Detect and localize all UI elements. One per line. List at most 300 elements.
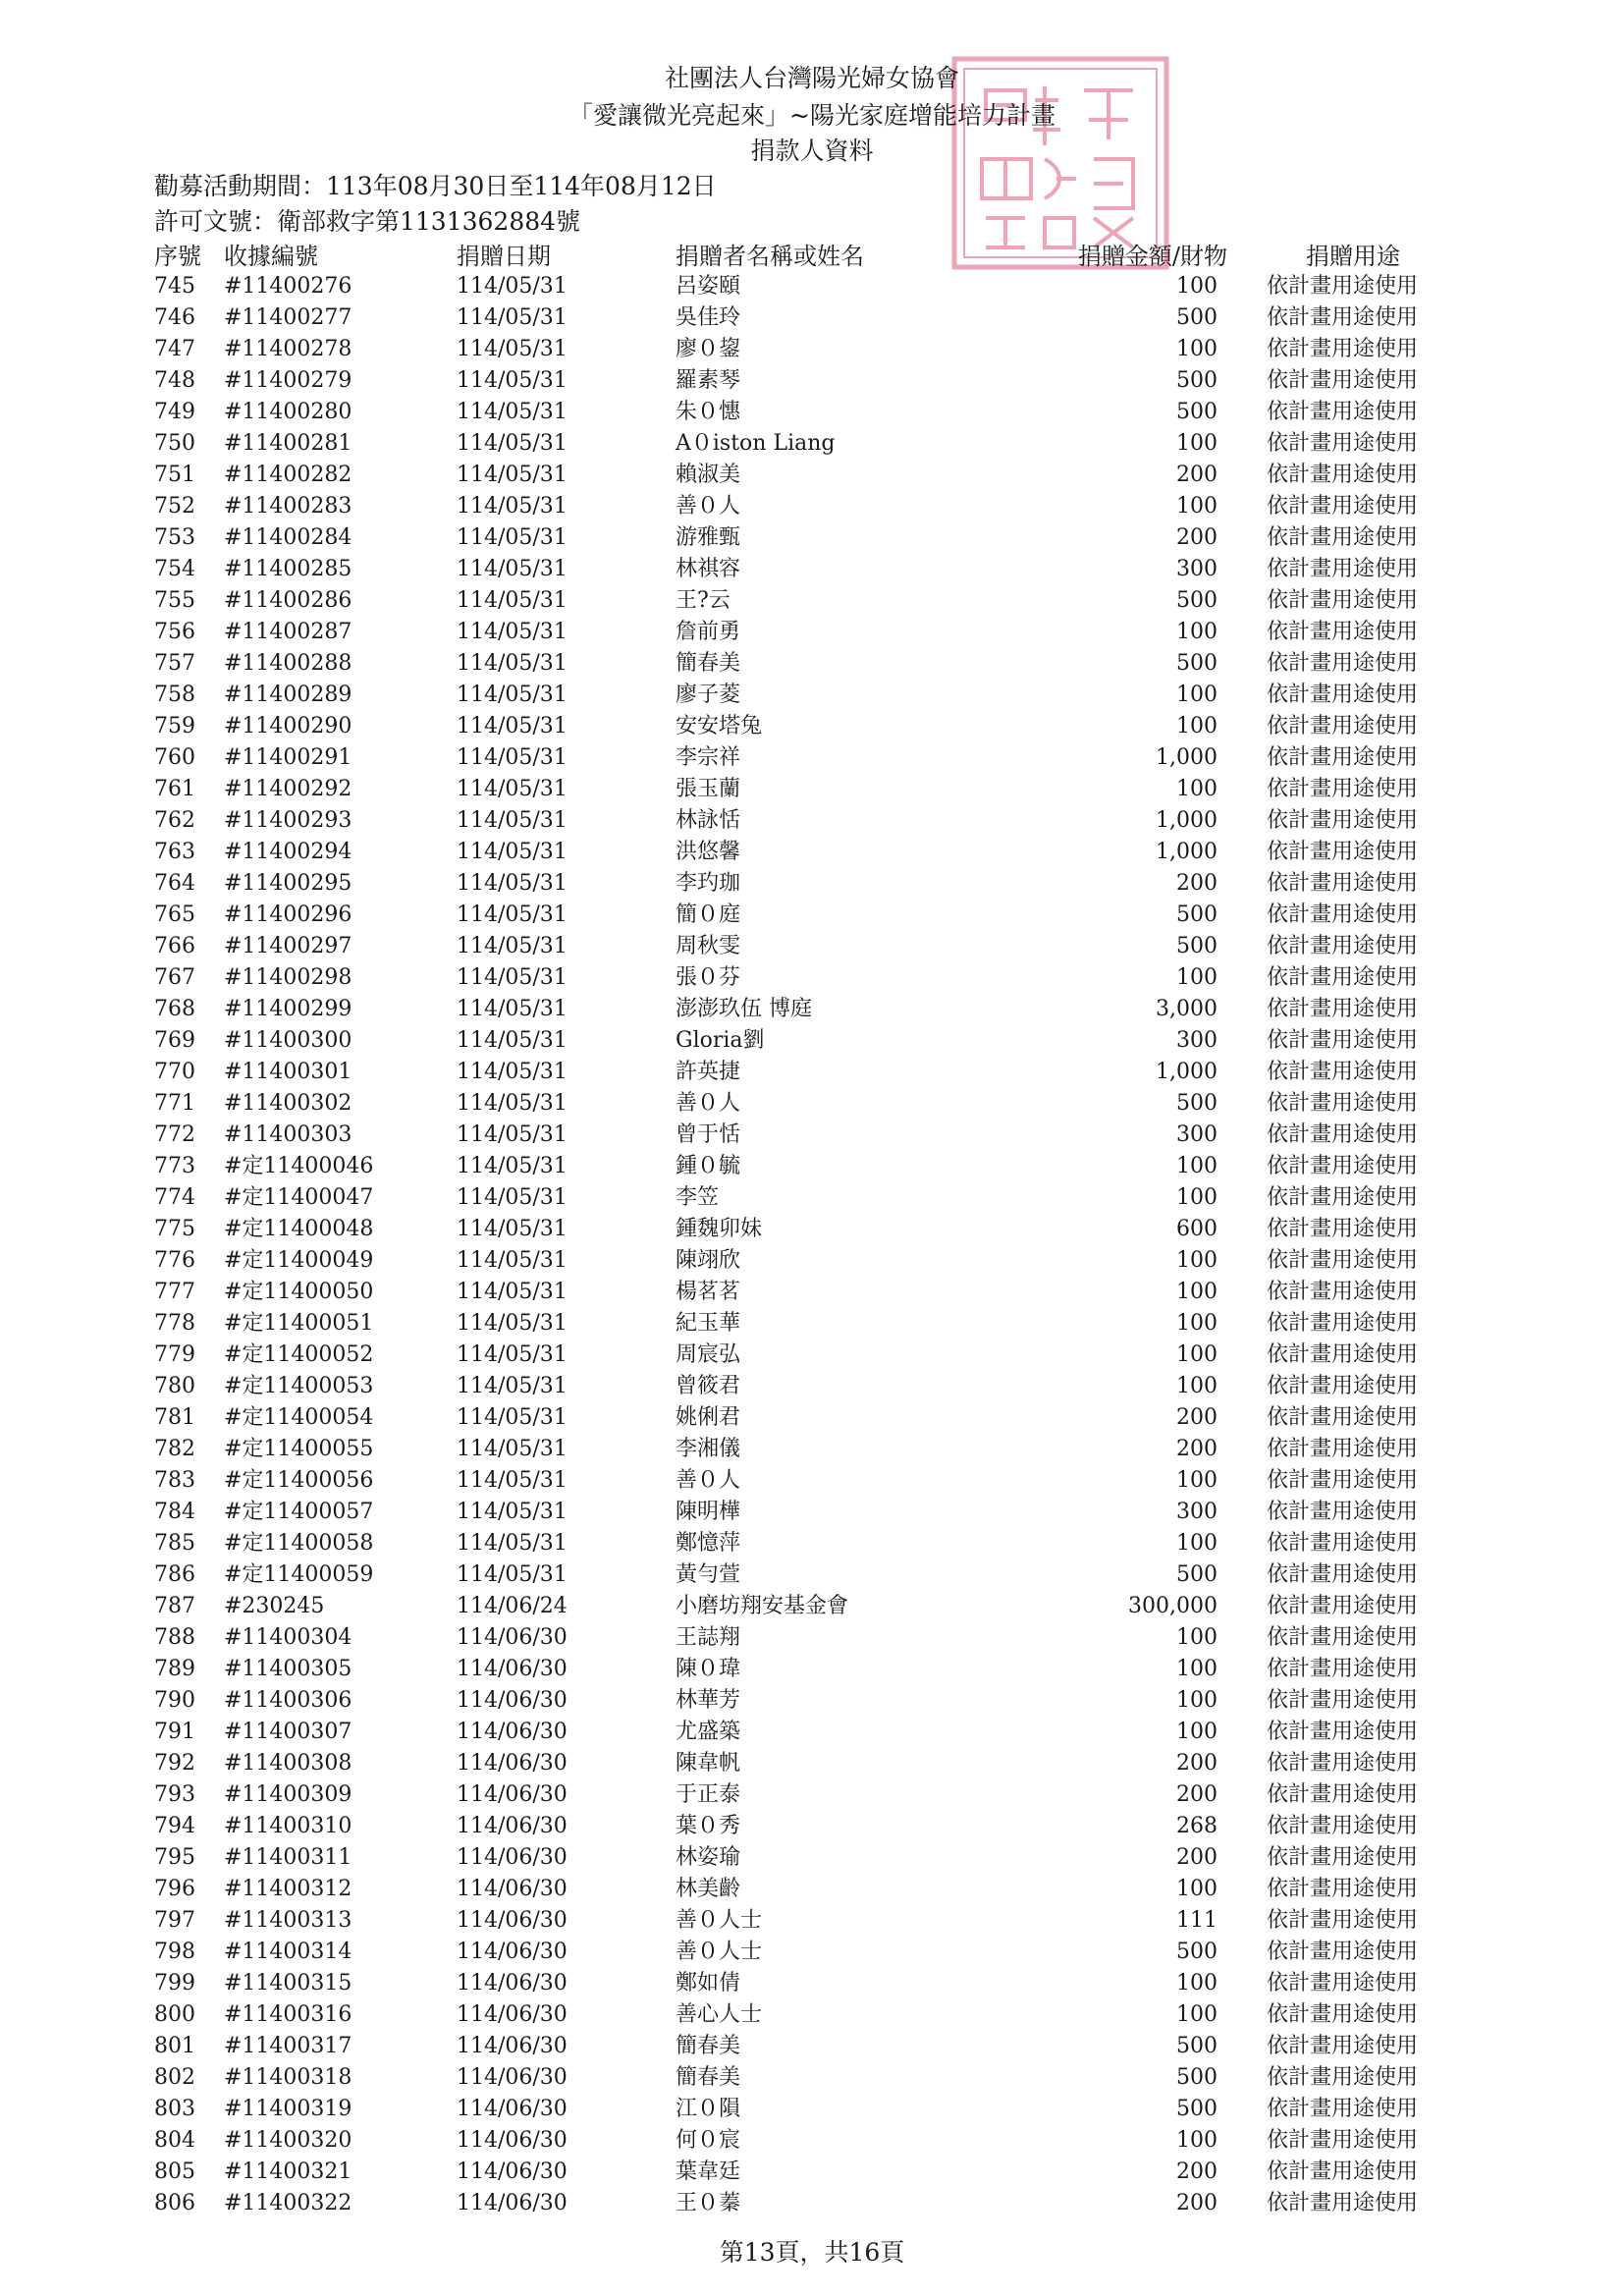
row-donor-name: 洪悠馨 — [676, 840, 741, 864]
row-receipt-no: #11400279 — [224, 368, 352, 393]
row-purpose: 依計畫用途使用 — [1267, 1060, 1419, 1084]
row-amount: 500 — [1176, 305, 1218, 330]
row-receipt-no: #定11400048 — [224, 1217, 374, 1241]
row-donor-name: 鍾魏卯妹 — [676, 1217, 763, 1241]
row-donor-name: 安安塔兔 — [676, 714, 763, 738]
row-date: 114/05/31 — [457, 1311, 568, 1336]
row-donor-name: 詹前勇 — [676, 620, 741, 644]
row-donor-name: 簡０庭 — [676, 902, 741, 927]
row-seq: 775 — [154, 1217, 195, 1241]
row-seq: 767 — [154, 965, 195, 990]
row-purpose: 依計畫用途使用 — [1267, 2065, 1419, 2090]
row-donor-name: 王０蓁 — [676, 2191, 741, 2215]
row-receipt-no: #11400321 — [224, 2159, 352, 2184]
row-receipt-no: #11400283 — [224, 494, 352, 519]
row-receipt-no: #定11400058 — [224, 1531, 374, 1556]
row-amount: 500 — [1176, 400, 1218, 424]
row-amount: 200 — [1176, 2159, 1218, 2184]
row-receipt-no: #定11400049 — [224, 1248, 374, 1273]
row-receipt-no: #11400292 — [224, 777, 352, 801]
row-date: 114/05/31 — [457, 274, 568, 299]
row-donor-name: 姚俐君 — [676, 1405, 741, 1430]
row-amount: 500 — [1176, 2065, 1218, 2090]
row-receipt-no: #定11400054 — [224, 1405, 374, 1430]
row-date: 114/05/31 — [457, 965, 568, 990]
column-header-receipt-no: 收據編號 — [224, 243, 318, 270]
row-date: 114/06/30 — [457, 1720, 568, 1744]
row-donor-name: A０iston Liang — [676, 431, 836, 456]
row-purpose: 依計畫用途使用 — [1267, 1217, 1419, 1241]
row-date: 114/06/30 — [457, 1751, 568, 1776]
row-donor-name: 善心人士 — [676, 2002, 763, 2027]
row-amount: 500 — [1176, 1940, 1218, 1964]
row-amount: 200 — [1176, 1405, 1218, 1430]
row-amount: 200 — [1176, 463, 1218, 487]
row-donor-name: 林姿瑜 — [676, 1845, 741, 1870]
row-purpose: 依計畫用途使用 — [1267, 1405, 1419, 1430]
row-receipt-no: #11400312 — [224, 1877, 352, 1901]
row-purpose: 依計畫用途使用 — [1267, 651, 1419, 676]
row-seq: 794 — [154, 1814, 195, 1838]
row-amount: 100 — [1176, 965, 1218, 990]
row-purpose: 依計畫用途使用 — [1267, 2159, 1419, 2184]
row-seq: 799 — [154, 1971, 195, 1995]
row-seq: 791 — [154, 1720, 195, 1744]
row-receipt-no: #11400294 — [224, 840, 352, 864]
row-amount: 300 — [1176, 1122, 1218, 1147]
row-seq: 784 — [154, 1500, 195, 1524]
row-seq: 760 — [154, 745, 195, 770]
row-date: 114/05/31 — [457, 934, 568, 958]
row-purpose: 依計畫用途使用 — [1267, 1374, 1419, 1398]
row-purpose: 依計畫用途使用 — [1267, 1342, 1419, 1367]
row-donor-name: 黃勻萱 — [676, 1562, 741, 1587]
row-purpose: 依計畫用途使用 — [1267, 620, 1419, 644]
row-purpose: 依計畫用途使用 — [1267, 1311, 1419, 1336]
row-amount: 200 — [1176, 1437, 1218, 1461]
row-seq: 782 — [154, 1437, 195, 1461]
row-donor-name: 賴淑美 — [676, 463, 741, 487]
row-seq: 788 — [154, 1625, 195, 1650]
row-donor-name: 林詠恬 — [676, 808, 741, 833]
row-date: 114/05/31 — [457, 1091, 568, 1116]
row-receipt-no: #定11400052 — [224, 1342, 374, 1367]
row-receipt-no: #11400315 — [224, 1971, 352, 1995]
row-seq: 769 — [154, 1028, 195, 1053]
row-purpose: 依計畫用途使用 — [1267, 2097, 1419, 2121]
row-seq: 783 — [154, 1468, 195, 1493]
row-purpose: 依計畫用途使用 — [1267, 588, 1419, 613]
row-receipt-no: #11400287 — [224, 620, 352, 644]
campaign-period: 勸募活動期間：113年08月30日至114年08月12日 — [154, 172, 717, 200]
row-amount: 200 — [1176, 1782, 1218, 1807]
row-receipt-no: #11400298 — [224, 965, 352, 990]
row-seq: 801 — [154, 2034, 195, 2058]
row-purpose: 依計畫用途使用 — [1267, 1280, 1419, 1304]
row-purpose: 依計畫用途使用 — [1267, 1625, 1419, 1650]
row-donor-name: 廖子菱 — [676, 683, 741, 707]
row-seq: 789 — [154, 1657, 195, 1681]
row-donor-name: 簡春美 — [676, 2065, 741, 2090]
row-seq: 779 — [154, 1342, 195, 1367]
row-purpose: 依計畫用途使用 — [1267, 1971, 1419, 1995]
row-amount: 200 — [1176, 1751, 1218, 1776]
row-seq: 787 — [154, 1594, 195, 1618]
row-donor-name: 于正泰 — [676, 1782, 741, 1807]
row-seq: 763 — [154, 840, 195, 864]
row-receipt-no: #11400286 — [224, 588, 352, 613]
row-seq: 770 — [154, 1060, 195, 1084]
row-purpose: 依計畫用途使用 — [1267, 557, 1419, 581]
row-amount: 268 — [1176, 1814, 1218, 1838]
row-donor-name: 曾筱君 — [676, 1374, 741, 1398]
row-date: 114/06/30 — [457, 1877, 568, 1901]
row-amount: 100 — [1176, 1342, 1218, 1367]
row-receipt-no: #11400281 — [224, 431, 352, 456]
row-donor-name: 林華芳 — [676, 1688, 741, 1713]
row-donor-name: 張玉蘭 — [676, 777, 741, 801]
row-purpose: 依計畫用途使用 — [1267, 431, 1419, 456]
row-seq: 792 — [154, 1751, 195, 1776]
row-receipt-no: #11400290 — [224, 714, 352, 738]
row-donor-name: 善０人 — [676, 1468, 741, 1493]
row-purpose: 依計畫用途使用 — [1267, 871, 1419, 896]
row-purpose: 依計畫用途使用 — [1267, 525, 1419, 550]
row-date: 114/05/31 — [457, 1437, 568, 1461]
row-receipt-no: #11400277 — [224, 305, 352, 330]
row-receipt-no: #11400322 — [224, 2191, 352, 2215]
row-receipt-no: #11400316 — [224, 2002, 352, 2027]
row-date: 114/05/31 — [457, 1028, 568, 1053]
row-seq: 757 — [154, 651, 195, 676]
column-header-date: 捐贈日期 — [457, 243, 551, 270]
row-seq: 766 — [154, 934, 195, 958]
row-purpose: 依計畫用途使用 — [1267, 305, 1419, 330]
row-purpose: 依計畫用途使用 — [1267, 745, 1419, 770]
row-date: 114/05/31 — [457, 525, 568, 550]
column-header-seq: 序號 — [154, 243, 201, 270]
row-amount: 200 — [1176, 2191, 1218, 2215]
row-donor-name: 陳韋帆 — [676, 1751, 741, 1776]
row-donor-name: 何０宸 — [676, 2128, 741, 2153]
row-date: 114/06/30 — [457, 2065, 568, 2090]
row-date: 114/05/31 — [457, 997, 568, 1021]
row-receipt-no: #11400314 — [224, 1940, 352, 1964]
row-date: 114/06/30 — [457, 1845, 568, 1870]
row-date: 114/05/31 — [457, 1468, 568, 1493]
row-date: 114/05/31 — [457, 683, 568, 707]
row-seq: 758 — [154, 683, 195, 707]
row-seq: 785 — [154, 1531, 195, 1556]
row-purpose: 依計畫用途使用 — [1267, 2128, 1419, 2153]
row-donor-name: 善０人 — [676, 494, 741, 519]
row-purpose: 依計畫用途使用 — [1267, 1248, 1419, 1273]
row-seq: 746 — [154, 305, 195, 330]
row-donor-name: 張０芬 — [676, 965, 741, 990]
row-amount: 100 — [1176, 431, 1218, 456]
row-seq: 796 — [154, 1877, 195, 1901]
row-receipt-no: #11400296 — [224, 902, 352, 927]
row-amount: 300 — [1176, 1500, 1218, 1524]
row-date: 114/06/24 — [457, 1594, 568, 1618]
row-date: 114/05/31 — [457, 400, 568, 424]
row-purpose: 依計畫用途使用 — [1267, 2034, 1419, 2058]
row-seq: 772 — [154, 1122, 195, 1147]
row-seq: 790 — [154, 1688, 195, 1713]
row-purpose: 依計畫用途使用 — [1267, 1091, 1419, 1116]
row-date: 114/05/31 — [457, 1122, 568, 1147]
row-donor-name: 陳明樺 — [676, 1500, 741, 1524]
row-seq: 761 — [154, 777, 195, 801]
row-seq: 773 — [154, 1154, 195, 1178]
row-amount: 1,000 — [1156, 808, 1218, 833]
row-purpose: 依計畫用途使用 — [1267, 1940, 1419, 1964]
row-seq: 754 — [154, 557, 195, 581]
row-amount: 300,000 — [1128, 1594, 1218, 1618]
row-date: 114/06/30 — [457, 2097, 568, 2121]
row-amount: 600 — [1176, 1217, 1218, 1241]
row-purpose: 依計畫用途使用 — [1267, 997, 1419, 1021]
row-donor-name: 曾于恬 — [676, 1122, 741, 1147]
row-amount: 111 — [1176, 1908, 1218, 1933]
row-receipt-no: #230245 — [224, 1594, 325, 1618]
row-purpose: 依計畫用途使用 — [1267, 840, 1419, 864]
row-donor-name: 善０人士 — [676, 1908, 763, 1933]
row-purpose: 依計畫用途使用 — [1267, 1437, 1419, 1461]
row-date: 114/05/31 — [457, 1531, 568, 1556]
row-seq: 762 — [154, 808, 195, 833]
row-donor-name: 澎澎玖伍 博庭 — [676, 997, 812, 1021]
row-purpose: 依計畫用途使用 — [1267, 1468, 1419, 1493]
row-receipt-no: #11400310 — [224, 1814, 352, 1838]
row-date: 114/05/31 — [457, 337, 568, 361]
row-receipt-no: #11400301 — [224, 1060, 352, 1084]
row-receipt-no: #11400313 — [224, 1908, 352, 1933]
row-donor-name: 林祺容 — [676, 557, 741, 581]
row-donor-name: 紀玉華 — [676, 1311, 741, 1336]
row-receipt-no: #定11400055 — [224, 1437, 374, 1461]
row-donor-name: 鄭憶萍 — [676, 1531, 741, 1556]
row-purpose: 依計畫用途使用 — [1267, 1720, 1419, 1744]
row-donor-name: 朱０憓 — [676, 400, 741, 424]
row-purpose: 依計畫用途使用 — [1267, 463, 1419, 487]
row-donor-name: 周宸弘 — [676, 1342, 741, 1367]
row-purpose: 依計畫用途使用 — [1267, 1500, 1419, 1524]
row-receipt-no: #11400297 — [224, 934, 352, 958]
row-seq: 781 — [154, 1405, 195, 1430]
row-seq: 747 — [154, 337, 195, 361]
row-donor-name: 善０人士 — [676, 1940, 763, 1964]
row-amount: 500 — [1176, 2097, 1218, 2121]
row-purpose: 依計畫用途使用 — [1267, 1814, 1419, 1838]
row-amount: 100 — [1176, 1248, 1218, 1273]
row-purpose: 依計畫用途使用 — [1267, 1782, 1419, 1807]
row-date: 114/05/31 — [457, 808, 568, 833]
row-amount: 300 — [1176, 557, 1218, 581]
row-date: 114/05/31 — [457, 1562, 568, 1587]
row-donor-name: 楊茗茗 — [676, 1280, 741, 1304]
row-purpose: 依計畫用途使用 — [1267, 274, 1419, 299]
row-receipt-no: #11400319 — [224, 2097, 352, 2121]
row-purpose: 依計畫用途使用 — [1267, 1657, 1419, 1681]
row-seq: 774 — [154, 1185, 195, 1210]
row-donor-name: 李宗祥 — [676, 745, 741, 770]
row-donor-name: 善０人 — [676, 1091, 741, 1116]
row-donor-name: 羅素琴 — [676, 368, 741, 393]
row-purpose: 依計畫用途使用 — [1267, 337, 1419, 361]
row-purpose: 依計畫用途使用 — [1267, 1751, 1419, 1776]
row-amount: 100 — [1176, 1531, 1218, 1556]
page-number: 第13頁，共16頁 — [719, 2238, 905, 2267]
row-purpose: 依計畫用途使用 — [1267, 777, 1419, 801]
row-amount: 100 — [1176, 2128, 1218, 2153]
row-seq: 765 — [154, 902, 195, 927]
row-receipt-no: #11400276 — [224, 274, 352, 299]
row-purpose: 依計畫用途使用 — [1267, 808, 1419, 833]
row-purpose: 依計畫用途使用 — [1267, 2191, 1419, 2215]
row-seq: 804 — [154, 2128, 195, 2153]
permit-number: 許可文號：衛部救字第1131362884號 — [154, 207, 581, 236]
row-seq: 752 — [154, 494, 195, 519]
row-receipt-no: #定11400053 — [224, 1374, 374, 1398]
row-receipt-no: #11400304 — [224, 1625, 352, 1650]
row-seq: 778 — [154, 1311, 195, 1336]
row-receipt-no: #11400293 — [224, 808, 352, 833]
row-amount: 100 — [1176, 2002, 1218, 2027]
row-date: 114/05/31 — [457, 871, 568, 896]
row-amount: 100 — [1176, 1185, 1218, 1210]
row-receipt-no: #11400295 — [224, 871, 352, 896]
row-date: 114/06/30 — [457, 2002, 568, 2027]
row-date: 114/05/31 — [457, 1185, 568, 1210]
row-receipt-no: #11400302 — [224, 1091, 352, 1116]
row-amount: 100 — [1176, 1280, 1218, 1304]
row-seq: 756 — [154, 620, 195, 644]
row-receipt-no: #11400306 — [224, 1688, 352, 1713]
row-amount: 1,000 — [1156, 1060, 1218, 1084]
row-seq: 797 — [154, 1908, 195, 1933]
row-amount: 100 — [1176, 620, 1218, 644]
row-date: 114/06/30 — [457, 1908, 568, 1933]
row-amount: 100 — [1176, 1468, 1218, 1493]
row-donor-name: 王?云 — [676, 588, 731, 613]
row-receipt-no: #定11400051 — [224, 1311, 374, 1336]
row-date: 114/06/30 — [457, 2191, 568, 2215]
row-amount: 300 — [1176, 1028, 1218, 1053]
row-receipt-no: #11400303 — [224, 1122, 352, 1147]
row-seq: 786 — [154, 1562, 195, 1587]
row-receipt-no: #11400300 — [224, 1028, 352, 1053]
row-donor-name: 李湘儀 — [676, 1437, 741, 1461]
row-donor-name: 游雅甄 — [676, 525, 741, 550]
row-receipt-no: #11400305 — [224, 1657, 352, 1681]
row-date: 114/06/30 — [457, 1940, 568, 1964]
row-seq: 755 — [154, 588, 195, 613]
row-date: 114/05/31 — [457, 1280, 568, 1304]
row-date: 114/05/31 — [457, 1217, 568, 1241]
row-purpose: 依計畫用途使用 — [1267, 1594, 1419, 1618]
row-amount: 500 — [1176, 588, 1218, 613]
row-donor-name: 鄭如倩 — [676, 1971, 741, 1995]
row-receipt-no: #11400291 — [224, 745, 352, 770]
row-seq: 803 — [154, 2097, 195, 2121]
row-date: 114/06/30 — [457, 1782, 568, 1807]
row-purpose: 依計畫用途使用 — [1267, 1154, 1419, 1178]
row-purpose: 依計畫用途使用 — [1267, 1877, 1419, 1901]
row-date: 114/05/31 — [457, 620, 568, 644]
row-purpose: 依計畫用途使用 — [1267, 902, 1419, 927]
project-name: 「愛讓微光亮起來」~陽光家庭增能培力計畫 — [568, 101, 1056, 130]
row-donor-name: 葉韋廷 — [676, 2159, 741, 2184]
row-purpose: 依計畫用途使用 — [1267, 494, 1419, 519]
row-seq: 764 — [154, 871, 195, 896]
row-receipt-no: #11400309 — [224, 1782, 352, 1807]
row-amount: 100 — [1176, 1657, 1218, 1681]
row-seq: 793 — [154, 1782, 195, 1807]
row-purpose: 依計畫用途使用 — [1267, 368, 1419, 393]
row-date: 114/06/30 — [457, 2159, 568, 2184]
row-date: 114/05/31 — [457, 745, 568, 770]
row-date: 114/05/31 — [457, 840, 568, 864]
row-seq: 748 — [154, 368, 195, 393]
row-amount: 100 — [1176, 1625, 1218, 1650]
row-donor-name: 周秋雯 — [676, 934, 741, 958]
row-purpose: 依計畫用途使用 — [1267, 1531, 1419, 1556]
row-seq: 802 — [154, 2065, 195, 2090]
row-amount: 1,000 — [1156, 745, 1218, 770]
row-amount: 100 — [1176, 1720, 1218, 1744]
row-amount: 200 — [1176, 525, 1218, 550]
row-date: 114/05/31 — [457, 1060, 568, 1084]
row-seq: 759 — [154, 714, 195, 738]
row-purpose: 依計畫用途使用 — [1267, 1562, 1419, 1587]
row-date: 114/05/31 — [457, 463, 568, 487]
row-receipt-no: #11400282 — [224, 463, 352, 487]
row-receipt-no: #定11400056 — [224, 1468, 374, 1493]
row-amount: 500 — [1176, 651, 1218, 676]
row-receipt-no: #11400288 — [224, 651, 352, 676]
row-date: 114/06/30 — [457, 2034, 568, 2058]
row-donor-name: 簡春美 — [676, 2034, 741, 2058]
row-donor-name: 呂姿頤 — [676, 274, 741, 299]
column-header-amount: 捐贈金額/財物 — [1077, 243, 1227, 270]
row-donor-name: 陳０瑋 — [676, 1657, 741, 1681]
row-date: 114/06/30 — [457, 1657, 568, 1681]
row-amount: 500 — [1176, 368, 1218, 393]
row-amount: 100 — [1176, 777, 1218, 801]
row-date: 114/05/31 — [457, 777, 568, 801]
row-purpose: 依計畫用途使用 — [1267, 2002, 1419, 2027]
row-purpose: 依計畫用途使用 — [1267, 400, 1419, 424]
row-purpose: 依計畫用途使用 — [1267, 1845, 1419, 1870]
row-donor-name: 王誌翔 — [676, 1625, 741, 1650]
row-amount: 100 — [1176, 1374, 1218, 1398]
row-purpose: 依計畫用途使用 — [1267, 1688, 1419, 1713]
organization-name: 社團法人台灣陽光婦女協會 — [664, 64, 959, 92]
row-seq: 795 — [154, 1845, 195, 1870]
row-date: 114/06/30 — [457, 1688, 568, 1713]
row-receipt-no: #定11400059 — [224, 1562, 374, 1587]
row-seq: 805 — [154, 2159, 195, 2184]
row-date: 114/05/31 — [457, 588, 568, 613]
row-date: 114/05/31 — [457, 1342, 568, 1367]
row-date: 114/06/30 — [457, 1625, 568, 1650]
row-date: 114/05/31 — [457, 1374, 568, 1398]
row-seq: 753 — [154, 525, 195, 550]
row-donor-name: 江０隕 — [676, 2097, 741, 2121]
row-donor-name: 陳翊欣 — [676, 1248, 741, 1273]
row-amount: 500 — [1176, 902, 1218, 927]
